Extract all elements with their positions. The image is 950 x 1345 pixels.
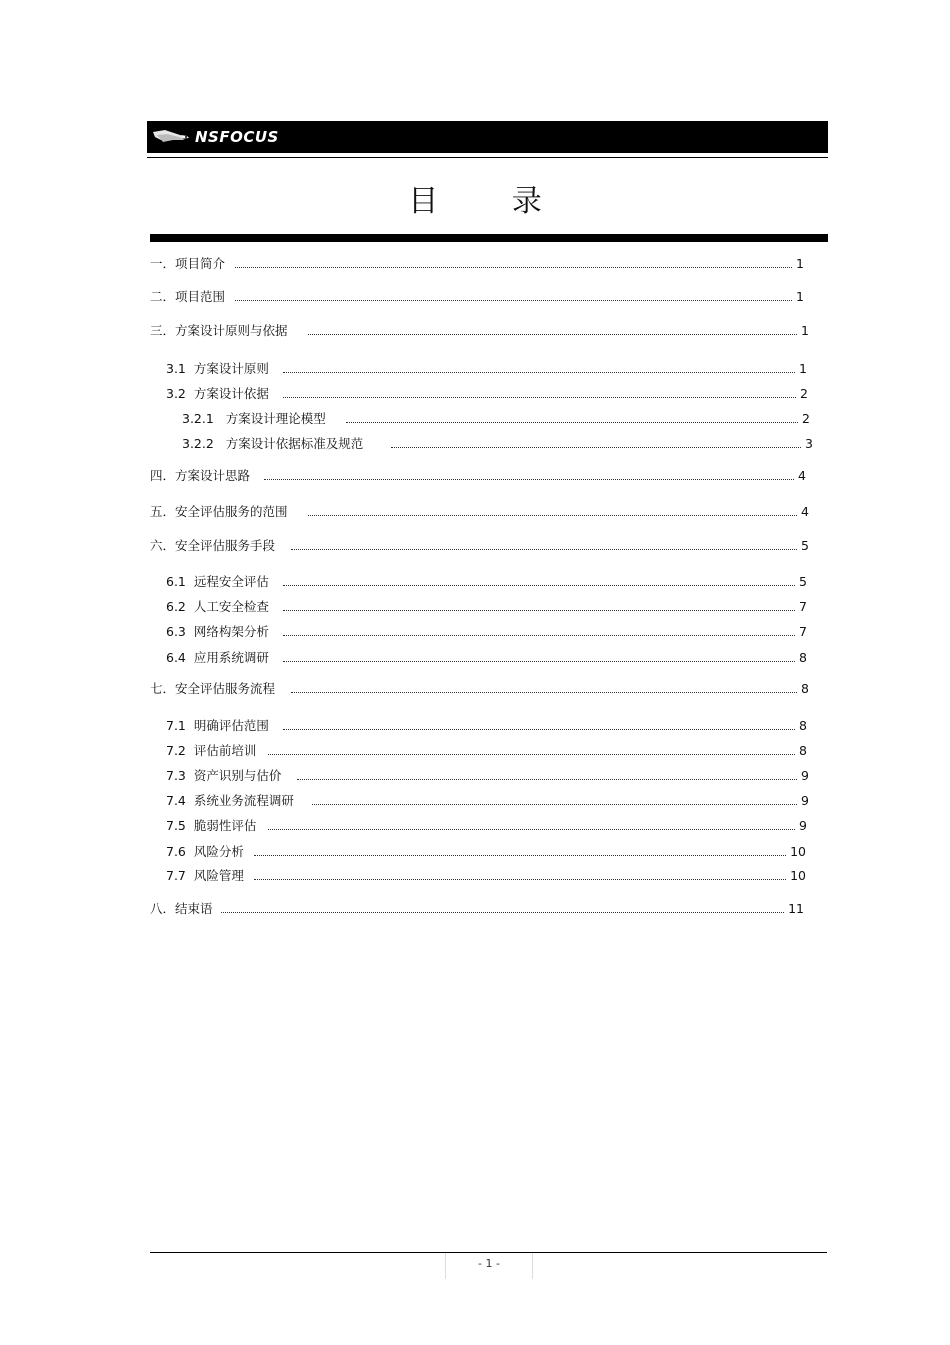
toc-page: 9 [801,793,809,808]
toc-entry[interactable] [150,900,804,918]
toc-label: 6.2 人工安全检查 [166,599,269,614]
toc-leader [283,573,795,586]
toc-page: 7 [799,599,807,614]
toc-leader [283,360,795,373]
toc-label: 一．项目简介 [150,256,226,271]
toc-page: 4 [801,504,809,519]
toc-label: 七．安全评估服务流程 [150,681,276,696]
toc-leader [291,680,797,693]
toc-entry[interactable] [166,792,809,810]
toc-label: 6.3 网络构架分析 [166,624,269,639]
toc-leader [268,742,795,755]
toc-page: 8 [799,650,807,665]
toc-entry[interactable] [166,843,806,861]
toc-page: 2 [802,411,810,426]
toc-page: 9 [801,768,809,783]
toc-leader [264,467,794,480]
toc-page: 9 [799,818,807,833]
toc-entry[interactable] [166,817,807,835]
toc-entry[interactable] [182,435,813,453]
toc-leader [283,598,795,611]
toc-leader [283,623,795,636]
toc-entry[interactable] [150,503,809,521]
toc-leader [308,322,798,335]
toc-page: 5 [801,538,809,553]
toc-entry[interactable] [150,467,806,485]
toc-leader [235,288,792,301]
toc-label: 7.5 脆弱性评估 [166,818,257,833]
toc-label: 六．安全评估服务手段 [150,538,276,553]
toc-page: 4 [798,468,806,483]
toc-label: 7.3 资产识别与估价 [166,768,282,783]
logo-text: NSFOCUS [195,128,279,146]
toc-page: 8 [799,743,807,758]
toc-entry[interactable] [150,680,809,698]
toc-leader [254,867,786,880]
toc-page: 1 [801,323,809,338]
toc-page: 8 [799,718,807,733]
toc-page: 1 [796,289,804,304]
toc-leader [268,817,795,830]
toc-entry[interactable] [166,649,807,667]
toc-page: 1 [799,361,807,376]
toc-label: 7.1 明确评估范围 [166,718,269,733]
toc-entry[interactable] [150,255,804,273]
toc-label: 3.2.2 方案设计依据标准及规范 [182,436,364,451]
eagle-icon [151,126,191,148]
toc-entry[interactable] [166,867,806,885]
toc-leader [297,767,797,780]
toc-entry[interactable] [150,322,809,340]
toc-entry[interactable] [166,717,807,735]
toc-entry[interactable] [150,537,809,555]
toc-label: 八．结束语 [150,901,213,916]
title-rule [150,234,828,242]
page-number: - 1 - [478,1257,500,1270]
header-bar [147,121,828,153]
toc-leader [283,385,796,398]
toc-label: 7.7 风险管理 [166,868,244,883]
toc-entry[interactable] [166,767,809,785]
toc-entry[interactable] [166,742,807,760]
toc-leader [254,843,786,856]
toc-page: 2 [800,386,808,401]
toc-page: 11 [788,901,804,916]
toc-leader [283,649,795,662]
toc-page: 7 [799,624,807,639]
toc-leader [312,792,797,805]
toc-label: 四．方案设计思路 [150,468,251,483]
toc-label: 6.4 应用系统调研 [166,650,269,665]
toc-leader [291,537,797,550]
toc-entry[interactable] [150,288,804,306]
toc-label: 6.1 远程安全评估 [166,574,269,589]
toc-label: 3.2.1 方案设计理论模型 [182,411,326,426]
toc-label: 三．方案设计原则与依据 [150,323,288,338]
toc-entry[interactable] [182,410,810,428]
toc-leader [391,435,801,448]
toc-leader [221,900,785,913]
toc-label: 7.2 评估前培训 [166,743,257,758]
toc-leader [283,717,795,730]
nsfocus-logo [151,126,279,148]
toc-page: 10 [790,868,806,883]
toc-leader [346,410,798,423]
header-rule [147,157,828,158]
toc-label: 7.4 系统业务流程调研 [166,793,294,808]
toc-entry[interactable] [166,598,807,616]
toc-label: 3.1 方案设计原则 [166,361,269,376]
toc-entry[interactable] [166,623,807,641]
toc-label: 7.6 风险分析 [166,844,244,859]
toc-page: 10 [790,844,806,859]
toc-page: 1 [796,256,804,271]
toc-leader [235,255,792,268]
toc-entry[interactable] [166,385,808,403]
toc-page: 5 [799,574,807,589]
toc-entry[interactable] [166,360,807,378]
toc-leader [308,503,798,516]
footer [445,1253,533,1279]
toc-page: 8 [801,681,809,696]
toc-label: 五．安全评估服务的范围 [150,504,288,519]
toc-label: 3.2 方案设计依据 [166,386,269,401]
toc-entry[interactable] [166,573,807,591]
toc-page: 3 [805,436,813,451]
page-title: 目 录 [408,184,574,219]
toc-label: 二．项目范围 [150,289,226,304]
